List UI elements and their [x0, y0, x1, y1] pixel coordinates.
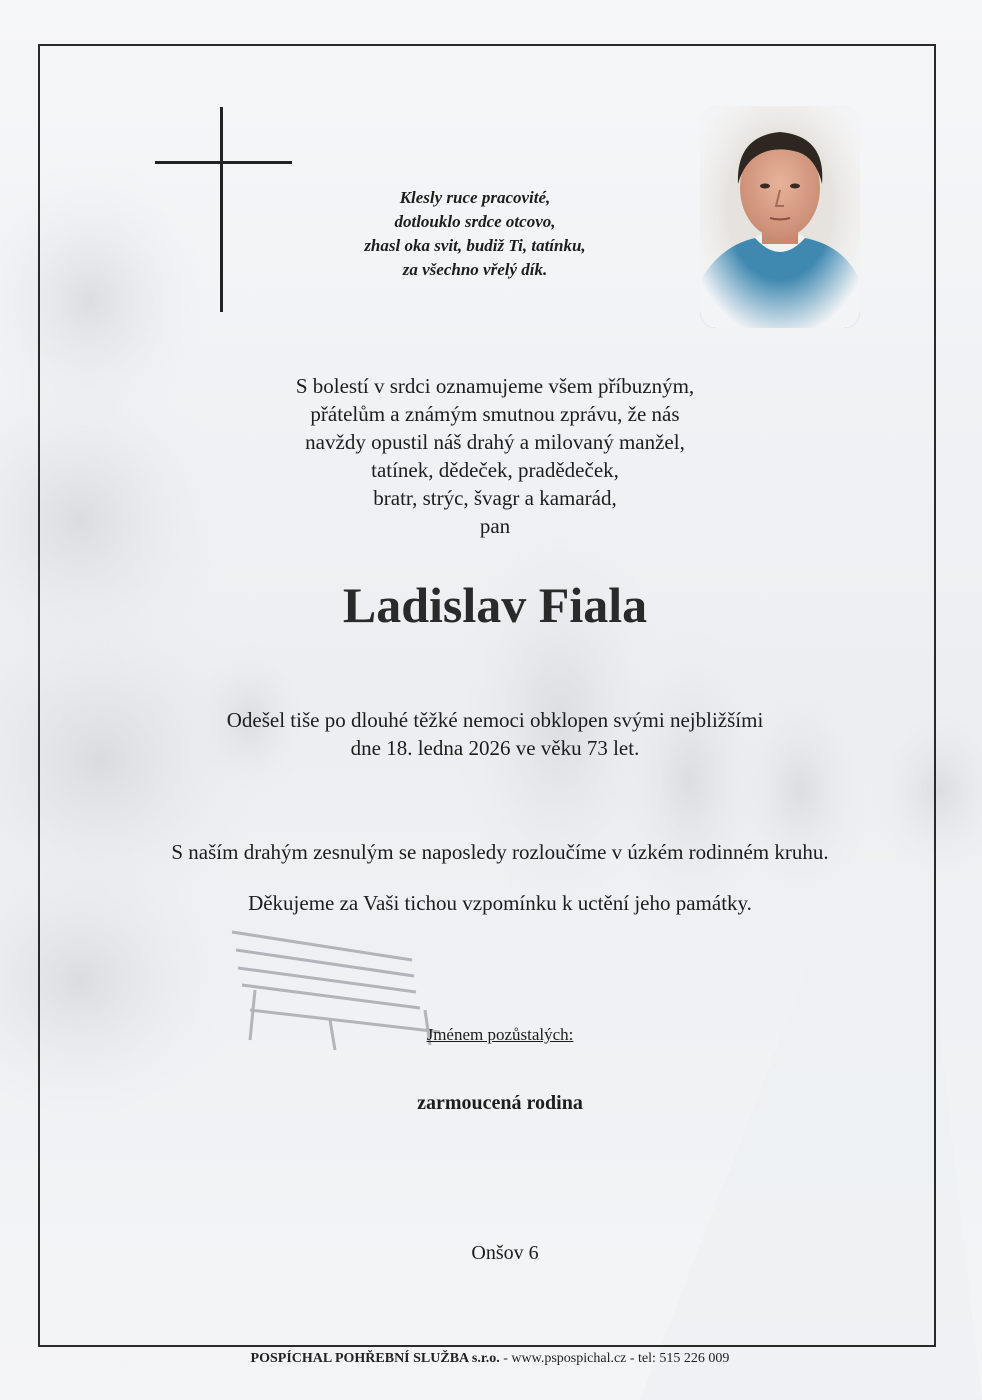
death-notice-line: Odešel tiše po dlouhé těžké nemoci obklopen svými nejbližšími [226, 708, 764, 732]
poem [290, 186, 660, 282]
death-notice [150, 706, 840, 762]
place: Onšov 6 [471, 1242, 539, 1264]
poem-line: Klesly ruce pracovité, [399, 188, 551, 207]
on-behalf-label: Jménem pozůstalých: [426, 1025, 574, 1044]
deceased-name: Ladislav Fiala [342, 577, 648, 633]
announcement-line: přátelům a známým smutnou zprávu, že nás [310, 402, 680, 426]
poem-line: za všechno vřelý dík. [402, 260, 548, 279]
poem-line: zhasl oka svit, budiž Ti, tatínku, [364, 236, 586, 255]
poem-line: dotlouklo srdce otcovo, [394, 212, 556, 231]
footer-contact: - www.pspospichal.cz - tel: 515 226 009 [499, 1351, 730, 1366]
portrait-photo [700, 106, 860, 328]
footer-company: POSPÍCHAL POHŘEBNÍ SLUŽBA s.r.o. [250, 1351, 500, 1366]
thanks-text: Děkujeme za Vaši tichou vzpomínku k uctění jeho památky. [248, 891, 752, 915]
announcement-line: bratr, strýc, švagr a kamarád, [373, 486, 617, 510]
death-notice-line: dne 18. ledna 2026 ve věku 73 let. [350, 736, 640, 760]
announcement-line: S bolestí v srdci oznamujeme všem příbuzným, [295, 374, 695, 398]
farewell-text: S naším drahým zesnulým se naposledy rozloučíme v úzkém rodinném kruhu. [171, 840, 829, 864]
footer [160, 1351, 820, 1367]
announcement-line: pan [479, 514, 511, 538]
signature: zarmoucená rodina [417, 1092, 583, 1114]
announcement-line: tatínek, dědeček, pradědeček, [371, 458, 619, 482]
announcement-line: navždy opustil náš drahý a milovaný manžel, [305, 430, 685, 454]
announcement [190, 372, 800, 540]
